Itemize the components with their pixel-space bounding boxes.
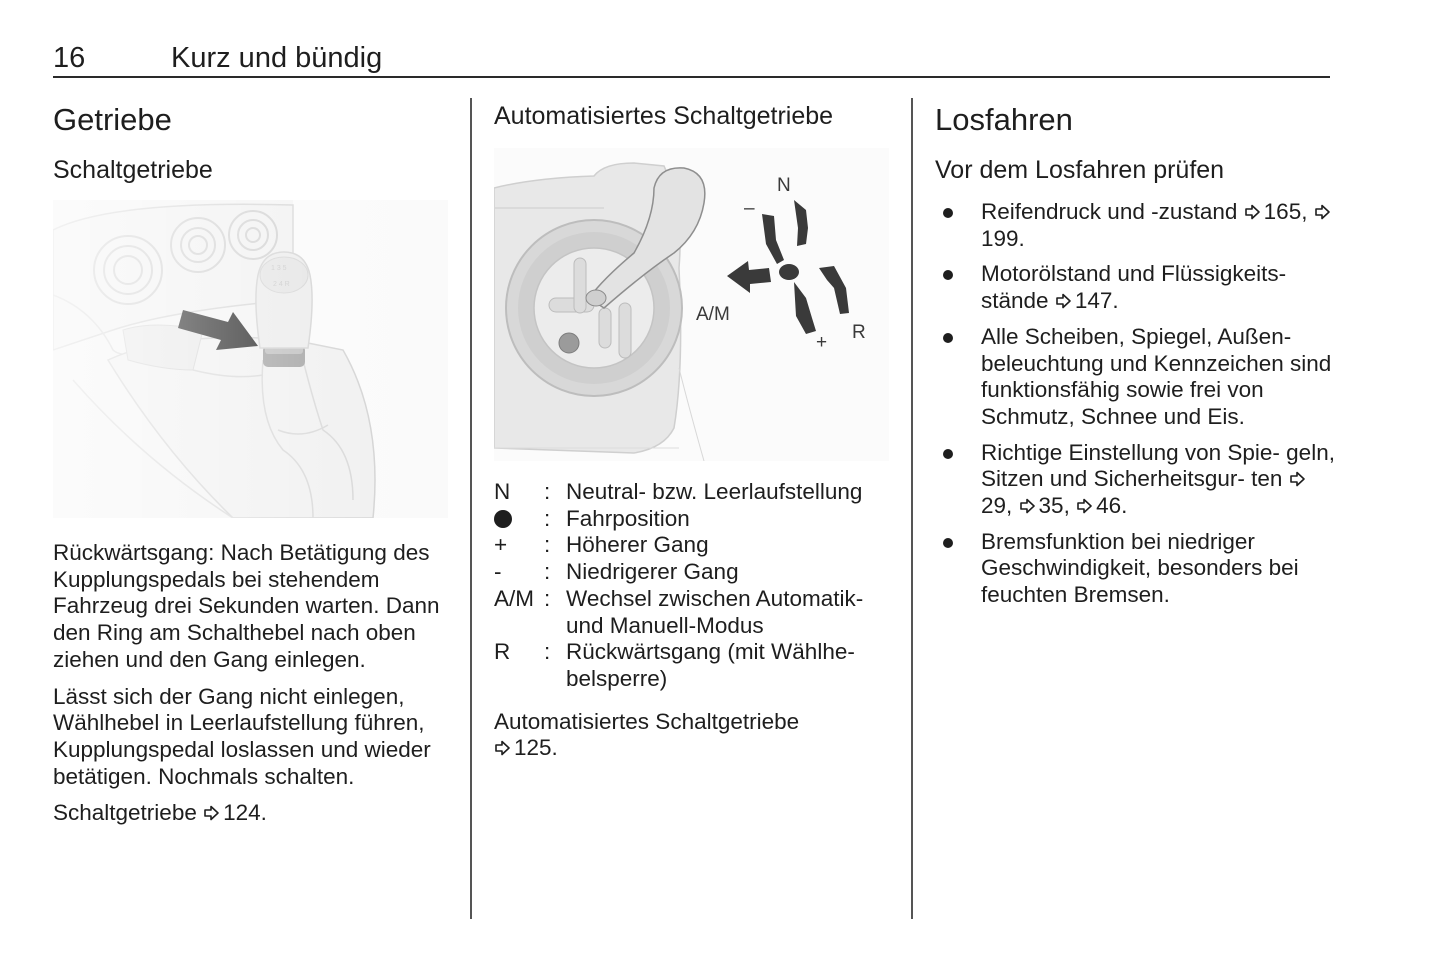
automated-gearbox-reference[interactable]: [494, 709, 894, 762]
page-header: [53, 38, 1330, 78]
column-automated-gearbox: [494, 98, 894, 762]
manual-gear-lever-illustration: [53, 200, 448, 518]
cross-reference-arrow-icon: [494, 740, 511, 756]
manual-gearbox-figure: [53, 200, 448, 518]
legend-row-am: A/M : Wechsel zwischen Automatik- und Manuell-Modus: [494, 585, 864, 638]
reference-page[interactable]: 29,: [981, 493, 1013, 519]
svg-text:–: –: [744, 198, 755, 219]
cross-reference-arrow-icon[interactable]: [1244, 204, 1261, 220]
pre-drive-checklist: [935, 199, 1335, 609]
drive-position-dot-icon: [494, 510, 512, 528]
column-divider-1: [470, 98, 472, 919]
reference-page[interactable]: 165,: [1263, 199, 1308, 224]
bullet-icon: [943, 270, 953, 280]
selector-lever-illustration: [494, 148, 889, 461]
subheading-check-before-driving: Vor dem Losfahren prüfen: [935, 156, 1225, 184]
reference-page: 125.: [514, 735, 558, 761]
automated-gearbox-figure: [494, 148, 889, 461]
bullet-icon: [943, 333, 953, 343]
page-number: 16: [53, 42, 86, 74]
drive-position-dot-icon: [779, 264, 799, 280]
section-heading-losfahren: Losfahren: [935, 102, 1073, 137]
checklist-item-windows-lights: Alle Scheiben, Spiegel, Außen- beleuchtung und Kennzeichen sind funktionsfähig sowie frei von Schmutz, Schnee und Eis.: [935, 324, 1335, 431]
section-heading-getriebe: Getriebe: [53, 102, 172, 137]
subheading-automated-gearbox: Automatisiertes Schaltgetriebe: [494, 102, 834, 130]
checklist-item-mirrors-seats-belts: Richtige Einstellung von Spie- geln, Sitzen und Sicherheitsgur- ten 29, 35, 46.: [935, 440, 1335, 520]
cross-reference-arrow-icon: [203, 805, 220, 821]
svg-text:A/M: A/M: [696, 304, 730, 325]
chapter-title: Kurz und bündig: [171, 42, 383, 74]
svg-text:+: +: [816, 332, 828, 353]
column-divider-2: [911, 98, 913, 919]
column-losfahren: [935, 98, 1335, 618]
legend-row-minus: - : Niedrigerer Gang: [494, 559, 739, 585]
subheading-schaltgetriebe: Schaltgetriebe: [53, 156, 213, 184]
bullet-icon: [943, 538, 953, 548]
svg-text:R: R: [852, 322, 866, 343]
bullet-icon: [943, 208, 953, 218]
checklist-item-fluids: Motorölstand und Flüssigkeits- stände 147.: [935, 261, 1335, 314]
cross-reference-arrow-icon[interactable]: [1055, 293, 1072, 309]
reverse-gear-instructions: Rückwärtsgang: Nach Betätigung des Kupplungspedals bei stehendem Fahrzeug drei Sekunden warten. Dann den Ring am Schalthebel nach oben ziehen und den Gang einlegen.: [53, 540, 440, 672]
reference-page[interactable]: 46.: [1096, 493, 1128, 519]
manual-gearbox-reference[interactable]: [53, 800, 453, 827]
bullet-icon: [943, 449, 953, 459]
checklist-item-tyres: Reifendruck und -zustand 165, 199.: [935, 199, 1335, 252]
reference-text: Schaltgetriebe: [53, 800, 197, 826]
gear-not-engaging-instructions: Lässt sich der Gang nicht einlegen, Wählhebel in Leerlaufstellung führen, Kupplungspedal loslassen und wieder betätigen. Nochmals schalten.: [53, 683, 431, 789]
reference-page[interactable]: 147.: [1074, 288, 1119, 314]
column-getriebe: [53, 98, 453, 827]
reference-page[interactable]: 35,: [1038, 493, 1070, 519]
legend-row-r: R : Rückwärtsgang (mit Wählhe- belsperre): [494, 639, 855, 691]
cross-reference-arrow-icon[interactable]: [1076, 498, 1093, 514]
svg-text:N: N: [777, 175, 791, 196]
legend-row-drive: : Fahrposition: [494, 506, 894, 533]
reference-page[interactable]: 199.: [981, 225, 1025, 251]
legend-row-plus: + : Höherer Gang: [494, 532, 709, 558]
checklist-item-brakes: Bremsfunktion bei niedriger Geschwindigkeit, besonders bei feuchten Bremsen.: [935, 529, 1335, 609]
shift-legend: [494, 479, 894, 693]
legend-row-n: N : Neutral- bzw. Leerlaufstellung: [494, 479, 863, 504]
cross-reference-arrow-icon[interactable]: [1289, 471, 1306, 487]
cross-reference-arrow-icon[interactable]: [1314, 204, 1331, 220]
reference-page: 124.: [223, 800, 267, 826]
reference-text: Automatisiertes Schaltgetriebe: [494, 708, 800, 734]
cross-reference-arrow-icon[interactable]: [1019, 498, 1036, 514]
